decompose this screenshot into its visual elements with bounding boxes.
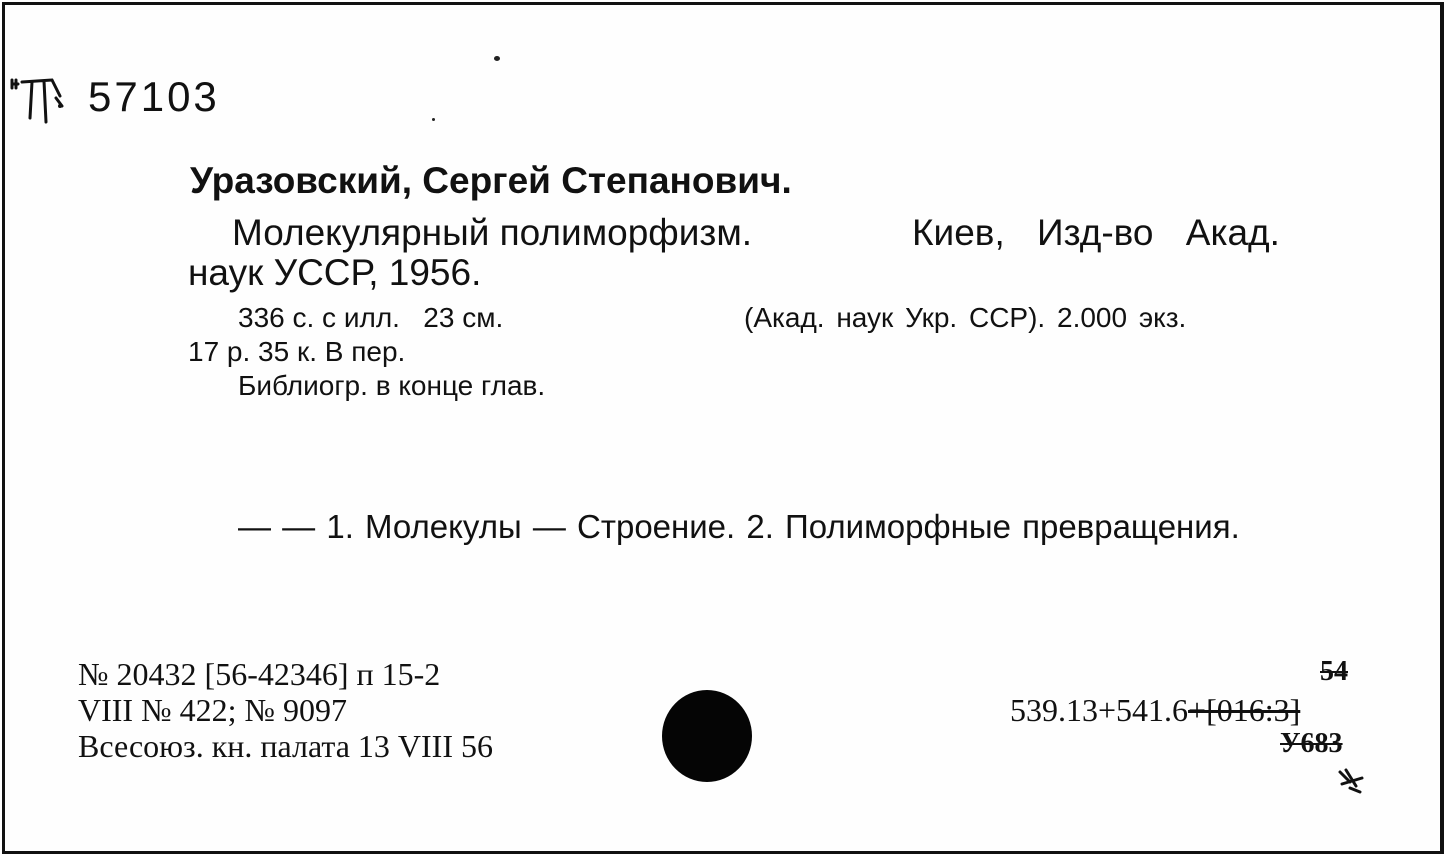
registration-line-1: № 20432 [56-42346] п 15-2 [78, 656, 441, 692]
series-note: (Акад. наук Укр. ССР). 2.000 экз. [744, 302, 1187, 333]
author-heading: Уразовский, Сергей Степанович. [190, 160, 792, 201]
call-mark-icon [8, 66, 66, 132]
ink-speck [494, 56, 500, 61]
title-continuation: наук УССР, 1956. [188, 252, 482, 293]
classification-top: 54 [1320, 656, 1348, 687]
udc-code: 539.13+541.6 [1010, 692, 1189, 728]
price-note: 17 р. 35 к. В пер. [188, 336, 406, 367]
registration-line-2: VIII № 422; № 9097 [78, 692, 348, 728]
bibliography-note: Библиогр. в конце глав. [238, 370, 546, 401]
classification-bottom: У683 [1280, 728, 1343, 759]
udc-struck-code: +[016:3] [1188, 692, 1301, 728]
title-line [232, 214, 1359, 251]
udc-line [1010, 694, 1300, 726]
publisher-start: Киев, Изд-во Акад. [912, 212, 1280, 253]
subject-headings: — — 1. Молекулы — Строение. 2. Полиморфные превращения. [238, 508, 1240, 545]
ink-speck [432, 118, 435, 121]
handwritten-mark-icon [1336, 766, 1366, 794]
registration-line-3: Всесоюз. кн. палата 13 VIII 56 [78, 728, 493, 764]
physical-description: 336 с. с илл. 23 см. [238, 302, 504, 333]
punch-hole [662, 690, 752, 782]
book-title: Молекулярный полиморфизм. [232, 212, 753, 253]
call-number: 57103 [88, 73, 220, 120]
